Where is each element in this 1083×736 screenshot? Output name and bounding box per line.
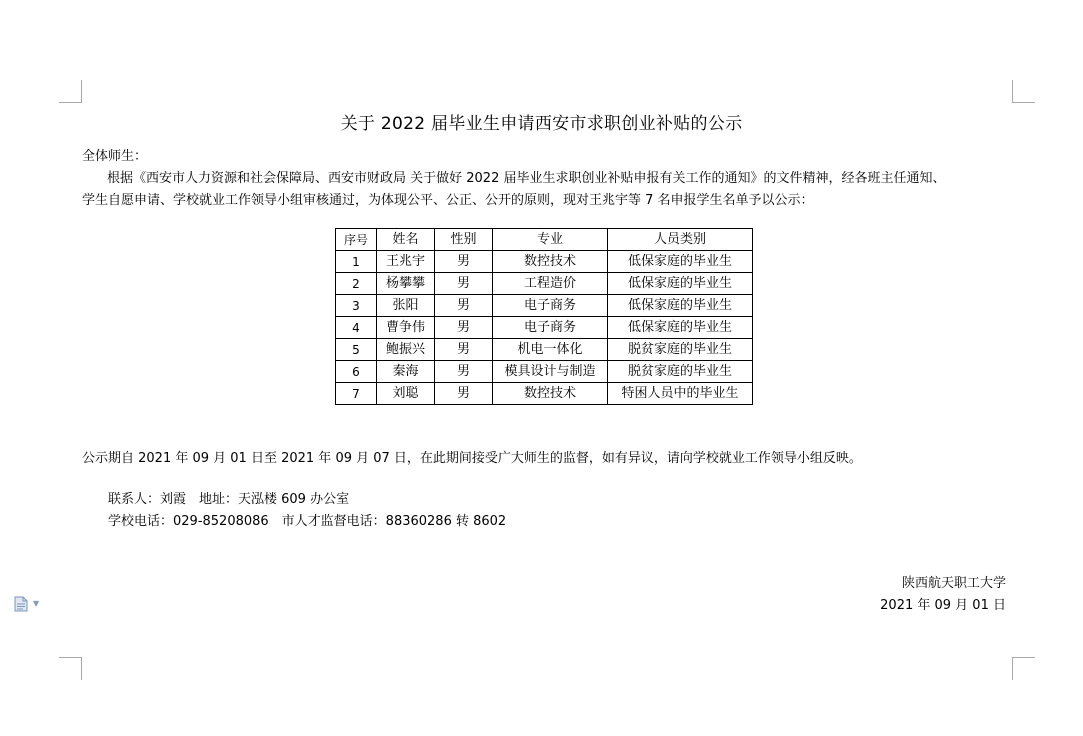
header-cell-gender: 性别	[435, 229, 493, 251]
cell-name: 王兆宇	[377, 251, 435, 273]
cell-name: 张阳	[377, 295, 435, 317]
cell-name: 曹争伟	[377, 317, 435, 339]
contact-line-1: 联系人：刘霞 地址：天泓楼 609 办公室	[108, 492, 350, 507]
table-row	[336, 273, 753, 295]
cell-category: 低保家庭的毕业生	[608, 317, 753, 339]
cell-name: 刘聪	[377, 383, 435, 405]
cell-gender: 男	[435, 339, 493, 361]
cell-index: 6	[336, 361, 377, 383]
cell-category: 低保家庭的毕业生	[608, 295, 753, 317]
cell-gender: 男	[435, 383, 493, 405]
cell-index: 3	[336, 295, 377, 317]
crop-mark-top-left	[59, 80, 82, 103]
table-row	[336, 295, 753, 317]
signature-date: 2021 年 09 月 01 日	[880, 598, 1006, 613]
table-header-row	[336, 229, 753, 251]
cell-category: 特困人员中的毕业生	[608, 383, 753, 405]
crop-mark-bottom-left	[59, 657, 82, 680]
cell-gender: 男	[435, 251, 493, 273]
cell-gender: 男	[435, 317, 493, 339]
header-cell-major: 专业	[493, 229, 608, 251]
document-icon[interactable]	[14, 596, 28, 612]
table-row	[336, 383, 753, 405]
cell-major: 电子商务	[493, 295, 608, 317]
cell-major: 工程造价	[493, 273, 608, 295]
cell-major: 电子商务	[493, 317, 608, 339]
cell-major: 数控技术	[493, 251, 608, 273]
caret-down-icon[interactable]: ▼	[33, 599, 40, 608]
cell-category: 脱贫家庭的毕业生	[608, 361, 753, 383]
contact-line-2: 学校电话：029-85208086 市人才监督电话：88360286 转 8602	[108, 514, 507, 529]
cell-name: 鲍振兴	[377, 339, 435, 361]
table-row	[336, 339, 753, 361]
cell-index: 2	[336, 273, 377, 295]
cell-index: 5	[336, 339, 377, 361]
signature-organization: 陕西航天职工大学	[901, 576, 1006, 591]
cell-gender: 男	[435, 273, 493, 295]
cell-major: 模具设计与制造	[493, 361, 608, 383]
cell-name: 秦海	[377, 361, 435, 383]
cell-gender: 男	[435, 295, 493, 317]
crop-mark-bottom-right	[1012, 657, 1035, 680]
crop-mark-top-right	[1012, 80, 1035, 103]
table-row	[336, 251, 753, 273]
header-cell-name: 姓名	[377, 229, 435, 251]
cell-category: 低保家庭的毕业生	[608, 273, 753, 295]
cell-index: 4	[336, 317, 377, 339]
cell-index: 1	[336, 251, 377, 273]
paragraph-line-1: 根据《西安市人力资源和社会保障局、西安市财政局 关于做好 2022 届毕业生求职创业补贴申报有关工作的通知》的文件精神，经各班主任通知、	[107, 171, 946, 186]
cell-name: 杨攀攀	[377, 273, 435, 295]
cell-major: 数控技术	[493, 383, 608, 405]
cell-category: 脱贫家庭的毕业生	[608, 339, 753, 361]
header-cell-index: 序号	[336, 229, 377, 251]
cell-major: 机电一体化	[493, 339, 608, 361]
cell-index: 7	[336, 383, 377, 405]
cell-gender: 男	[435, 361, 493, 383]
notice-period: 公示期自 2021 年 09 月 01 日至 2021 年 09 月 07 日，在此期间接受广大师生的监督，如有异议，请向学校就业工作领导小组反映。	[82, 451, 862, 466]
applicant-table	[335, 228, 753, 405]
cell-category: 低保家庭的毕业生	[608, 251, 753, 273]
table-row	[336, 361, 753, 383]
paragraph-line-2: 学生自愿申请、学校就业工作领导小组审核通过，为体现公平、公正、公开的原则，现对王兆宇等 7 名申报学生名单予以公示：	[82, 193, 814, 208]
greeting-line: 全体师生：	[82, 149, 148, 164]
table-row	[336, 317, 753, 339]
header-cell-category: 人员类别	[608, 229, 753, 251]
document-title: 关于 2022 届毕业生申请西安市求职创业补贴的公示	[340, 114, 743, 134]
